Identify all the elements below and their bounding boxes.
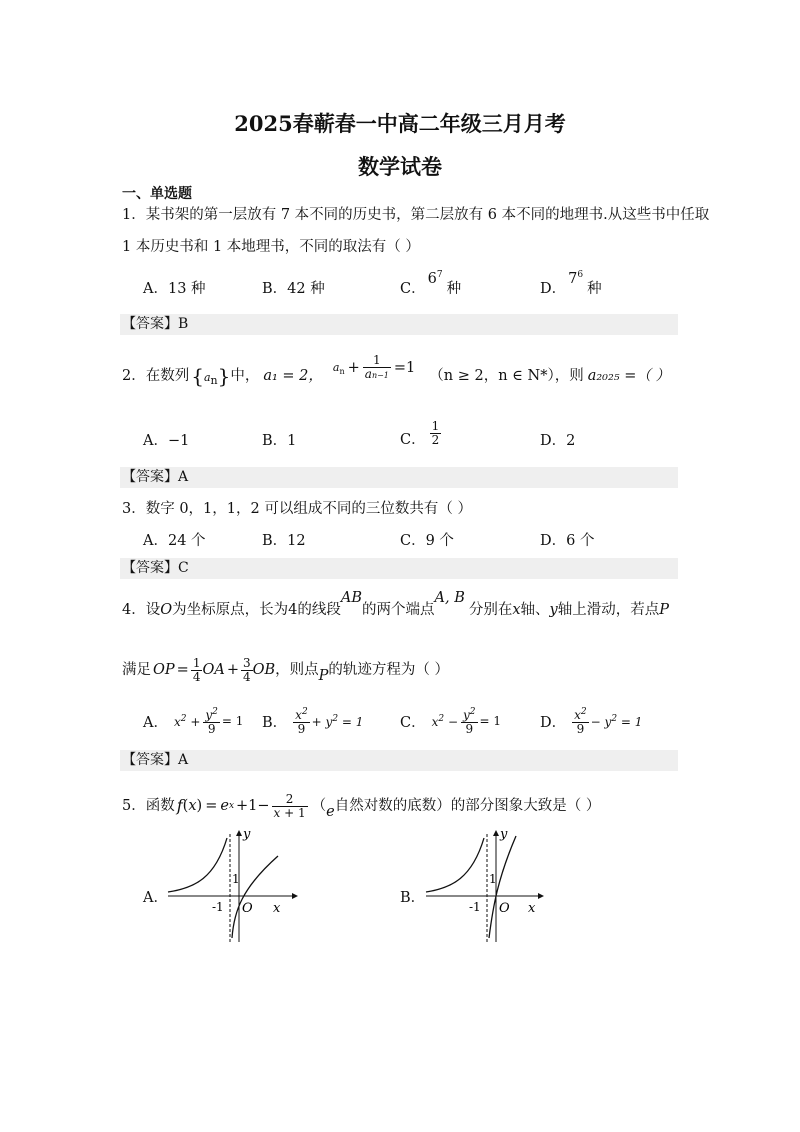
- q1-line2: 1 本历史书和 1 本地理书，不同的取法有（ ）: [122, 239, 420, 255]
- q2-option-a: A．−1: [143, 433, 190, 449]
- q5-graph-a: [160, 826, 300, 946]
- curve-left-branch: [168, 838, 227, 892]
- q4-option-d: D． $\frac{x^2}{9}$ − $y^2 = 1$: [540, 707, 643, 736]
- x-axis-arrow: [292, 893, 298, 899]
- q5-graph-b: [420, 826, 550, 946]
- q1-option-b: B．42 种: [262, 281, 325, 297]
- y-axis-label: y: [243, 827, 251, 842]
- q4-answer: 【答案】A: [120, 750, 678, 771]
- curve-right-branch: [489, 836, 516, 938]
- tick-label-neg1: -1: [212, 900, 224, 914]
- q1-option-c: C．$6^7$种: [400, 270, 462, 297]
- q4-line2: 满足 OP = $\frac{1}{4}$ OA + $\frac{3}{4}$ OB ，则点 P 的轨迹方程为（ ）: [122, 655, 450, 684]
- q2-answer: 【答案】A: [120, 467, 678, 488]
- page-title: 2025春蕲春一中高二年级三月月考: [234, 111, 566, 136]
- y-axis-arrow: [236, 830, 242, 836]
- q2-option-d: D．2: [540, 433, 576, 449]
- x-axis-arrow: [538, 893, 544, 899]
- q4-option-c: C． $x^2$ − $\frac{y^2}{9}$ = 1: [400, 707, 502, 736]
- q1-line1: 1．某书架的第一层放有 7 本不同的历史书，第二层放有 6 本不同的地理书.从这些书中任取: [122, 207, 710, 223]
- q3-option-d: D．6 个: [540, 533, 595, 549]
- q5-option-a: A．: [143, 890, 168, 906]
- q5-line: 5．函数 f ( x ) = e x +1− $\frac{2}{x + 1}$ （ e 自然对数的底数）的部分图象大致是（ ）: [122, 791, 601, 820]
- q1-option-a: A．13 种: [143, 281, 206, 297]
- q2-option-b: B．1: [262, 433, 297, 449]
- y-axis-arrow: [493, 830, 499, 836]
- origin-label: O: [242, 901, 253, 916]
- tick-label-neg1: -1: [469, 900, 481, 914]
- tick-label-1: 1: [232, 872, 240, 886]
- q1-answer: 【答案】B: [120, 314, 678, 335]
- page-subtitle: 数学试卷: [358, 154, 442, 179]
- q3-answer: 【答案】C: [120, 558, 678, 579]
- q2-option-c: C． $\frac{1}{2}$: [400, 419, 440, 448]
- q2-line: 2．在数列 { a n } 中， a₁ = 2， a n + $\frac{1}{an-1}$ =1 （n ≥ 2，n ∈ N*），则 a₂₀₂₅ =（ ）: [122, 353, 670, 388]
- q3-option-a: A．24 个: [143, 533, 206, 549]
- origin-label: O: [499, 901, 510, 916]
- curve-left-branch: [426, 838, 484, 892]
- q5-option-b: B．: [400, 890, 426, 906]
- q1-option-d: D．$7^6$种: [540, 270, 602, 297]
- x-axis-label: x: [528, 901, 536, 916]
- tick-label-1: 1: [489, 872, 497, 886]
- q3-line: 3．数字 0，1，1，2 可以组成不同的三位数共有（ ）: [122, 501, 472, 517]
- x-axis-label: x: [273, 901, 281, 916]
- q4-option-b: B． $\frac{x^2}{9}$ + $y^2 = 1$: [262, 707, 364, 736]
- q3-option-b: B．12: [262, 533, 306, 549]
- y-axis-label: y: [500, 827, 508, 842]
- q4-line1: 4．设O为坐标原点，长为4的线段AB的两个端点A, B分别在x轴、y轴上滑动，若点P: [122, 590, 670, 618]
- q4-option-a: A． $x^2$ + $\frac{y^2}{9}$ = 1: [143, 707, 244, 736]
- q3-option-c: C．9 个: [400, 533, 454, 549]
- section-heading: 一、单选题: [122, 186, 192, 202]
